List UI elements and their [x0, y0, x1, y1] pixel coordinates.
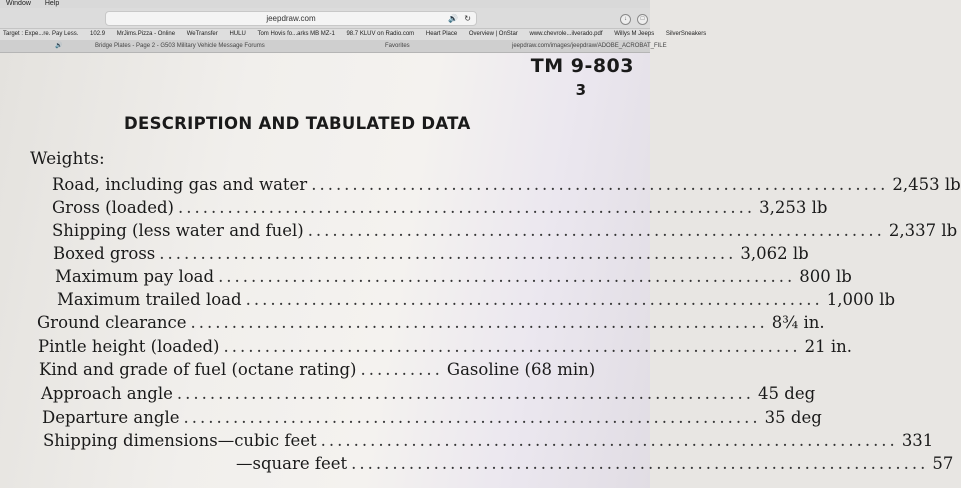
row-value: 3,253 lb: [759, 198, 828, 217]
bookmark-item[interactable]: WeTransfer: [186, 31, 218, 37]
page-number: 3: [575, 81, 586, 99]
row-value: 800 lb: [799, 267, 852, 286]
row-label: Road, including gas and water: [52, 175, 308, 194]
row-value: 2,453 lb: [892, 175, 961, 194]
bookmark-item[interactable]: HULU: [229, 31, 246, 37]
bookmark-item[interactable]: SilverSneakers: [665, 31, 707, 37]
row-value: 57: [932, 454, 954, 473]
data-row: [52, 175, 961, 197]
data-row: [236, 454, 954, 476]
leader-dots: ......................................................................: [351, 454, 929, 473]
data-row: [52, 221, 958, 243]
row-label: —square feet: [236, 454, 348, 473]
row-label: Shipping dimensions—cubic feet: [43, 431, 317, 450]
data-row: [39, 360, 596, 382]
speaker-tab-icon[interactable]: 🔊: [55, 43, 63, 49]
row-label: Pintle height (loaded): [38, 337, 220, 356]
row-value: 35 deg: [764, 408, 822, 427]
bookmark-item[interactable]: www.chevrole...ilverado.pdf: [529, 31, 603, 37]
bookmark-item[interactable]: Target : Expe...re. Pay Less.: [3, 31, 79, 37]
row-label: Approach angle: [41, 384, 173, 403]
bookmarks-bar: [0, 29, 707, 40]
leader-dots: ......................................................................: [320, 431, 898, 450]
leader-dots: ......................................................................: [311, 175, 889, 194]
data-row: [52, 198, 828, 220]
tab-pdf[interactable]: jeepdraw.com/images/jeepdraw/ADOBE_ACROBAT_FILE: [512, 43, 667, 49]
row-value: 1,000 lb: [826, 290, 896, 309]
row-value: 8¾ in.: [771, 313, 825, 332]
tab-bar: [0, 40, 667, 53]
tab-forum[interactable]: Bridge Plates - Page 2 - G503 Military Vehicle Message Forums: [95, 43, 265, 49]
document-page: [0, 53, 961, 488]
row-label: Maximum trailed load: [57, 290, 242, 309]
leader-dots: ......................................................................: [223, 337, 801, 356]
url-text: jeepdraw.com: [266, 14, 316, 23]
leader-dots: ......................................................................: [218, 267, 796, 286]
leader-dots: ......................................................................: [178, 198, 756, 217]
speaker-icon[interactable]: 🔊: [448, 14, 458, 23]
browser-toolbar: [0, 8, 650, 29]
bookmark-item[interactable]: Tom Hovis fo...arks MB MZ-1: [257, 31, 335, 37]
menu-help[interactable]: Help: [44, 0, 60, 7]
section-heading: DESCRIPTION AND TABULATED DATA: [124, 114, 471, 133]
row-label: Boxed gross: [53, 244, 156, 263]
leader-dots: ......................................................................: [245, 290, 823, 309]
data-row: [43, 431, 934, 453]
row-label: Gross (loaded): [52, 198, 174, 217]
leader-dots: ......................................................................: [176, 384, 755, 403]
leader-dots: ......................................................................: [190, 313, 768, 332]
data-row: [38, 337, 853, 359]
data-row: [55, 267, 852, 289]
data-row: [57, 290, 896, 312]
row-value: 3,062 lb: [740, 244, 809, 263]
sidebar-icon[interactable]: □: [637, 14, 648, 25]
leader-dots: ......................................................................: [183, 408, 761, 427]
weights-heading: Weights:: [30, 149, 105, 169]
row-label: Departure angle: [42, 408, 180, 427]
menu-bar: [0, 0, 650, 8]
row-value: 331: [901, 431, 934, 450]
menu-window[interactable]: Window: [6, 0, 31, 7]
bookmark-item[interactable]: 98.7 KLUV on Radio.com: [346, 31, 415, 37]
row-label: Ground clearance: [37, 313, 187, 332]
row-value: 21 in.: [804, 337, 853, 356]
data-row: [37, 313, 825, 335]
manual-number: TM 9-803: [530, 55, 634, 77]
data-row: [41, 384, 816, 406]
data-row: [53, 244, 809, 266]
leader-dots: ......................................................................: [307, 221, 885, 240]
row-value: 2,337 lb: [888, 221, 958, 240]
row-label: Shipping (less water and fuel): [52, 221, 304, 240]
row-label: Kind and grade of fuel (octane rating): [39, 360, 357, 379]
download-icon[interactable]: ↓: [620, 14, 631, 25]
bookmark-item[interactable]: Heart Place: [425, 31, 458, 37]
row-label: Maximum pay load: [55, 267, 215, 286]
reload-icon[interactable]: ↻: [464, 14, 471, 23]
row-value: 45 deg: [758, 384, 816, 403]
bookmark-item[interactable]: MrJims.Pizza - Online: [116, 31, 176, 37]
bookmark-item[interactable]: 102.9: [90, 31, 106, 37]
address-bar[interactable]: [105, 11, 477, 26]
leader-dots: ......................................................................: [159, 244, 737, 263]
row-value: Gasoline (68 min): [446, 360, 596, 379]
tab-favorites[interactable]: Favorites: [385, 43, 410, 49]
data-row: [42, 408, 822, 430]
bookmark-item[interactable]: Willys M Jeeps: [614, 31, 655, 37]
bookmark-item[interactable]: Overview | OnStar: [468, 31, 518, 37]
leader-dots: ..........: [360, 360, 443, 379]
